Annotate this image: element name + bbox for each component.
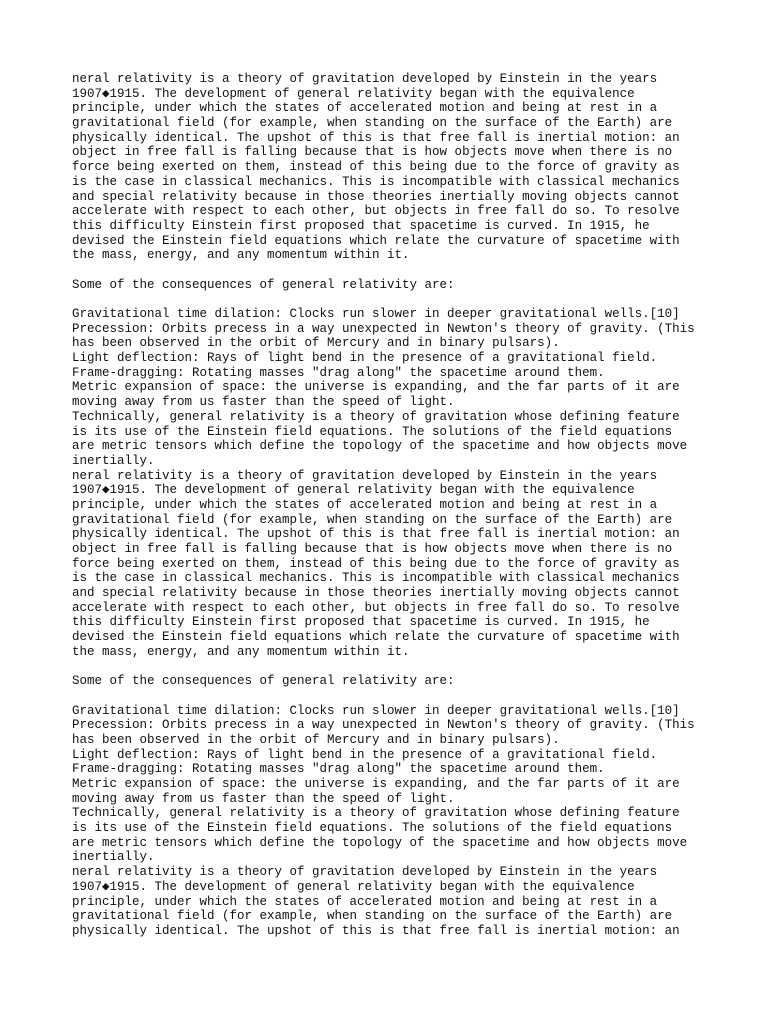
- text-line: Frame-dragging: Rotating masses "drag along" the spacetime around them.: [72, 365, 605, 380]
- text-line: force being exerted on them, instead of this being due to the force of gravity as: [72, 556, 680, 571]
- text-line: inertially.: [72, 850, 155, 865]
- text-line: devised the Einstein field equations which relate the curvature of spacetime with: [72, 233, 680, 248]
- text-line: accelerate with respect to each other, but objects in free fall do so. To resolve: [72, 600, 680, 615]
- text-line: the mass, energy, and any momentum within it.: [72, 644, 410, 659]
- text-line: is its use of the Einstein field equations. The solutions of the field equations: [72, 821, 673, 836]
- text-line: devised the Einstein field equations which relate the curvature of spacetime with: [72, 630, 680, 645]
- text-line: 1907◆1915. The development of general relativity began with the equivalence: [72, 483, 635, 498]
- text-line: physically identical. The upshot of this is that free fall is inertial motion: an: [72, 527, 680, 542]
- text-line: Technically, general relativity is a theory of gravitation whose defining feature: [72, 409, 680, 424]
- text-line: moving away from us faster than the speed of light.: [72, 395, 455, 410]
- blank-line: [72, 689, 712, 704]
- text-line: object in free fall is falling because that is how objects move when there is no: [72, 145, 673, 160]
- text-line: 1907◆1915. The development of general relativity began with the equivalence: [72, 86, 635, 101]
- text-line: physically identical. The upshot of this is that free fall is inertial motion: an: [72, 923, 680, 938]
- text-line: force being exerted on them, instead of this being due to the force of gravity as: [72, 160, 680, 175]
- text-line: gravitational field (for example, when standing on the surface of the Earth) are: [72, 512, 673, 527]
- text-line: Metric expansion of space: the universe is expanding, and the far parts of it are: [72, 380, 680, 395]
- text-line: principle, under which the states of accelerated motion and being at rest in a: [72, 894, 658, 909]
- text-line: has been observed in the orbit of Mercury and in binary pulsars).: [72, 336, 560, 351]
- text-line: Light deflection: Rays of light bend in the presence of a gravitational field.: [72, 351, 658, 366]
- text-line: is its use of the Einstein field equations. The solutions of the field equations: [72, 424, 673, 439]
- text-line: gravitational field (for example, when standing on the surface of the Earth) are: [72, 116, 673, 131]
- text-line: Some of the consequences of general relativity are:: [72, 674, 455, 689]
- document-page: [72, 72, 712, 939]
- blank-line: [72, 660, 712, 675]
- text-line: accelerate with respect to each other, but objects in free fall do so. To resolve: [72, 204, 680, 219]
- text-line: principle, under which the states of accelerated motion and being at rest in a: [72, 101, 658, 116]
- text-line: is the case in classical mechanics. This is incompatible with classical mechanics: [72, 571, 680, 586]
- text-line: Light deflection: Rays of light bend in the presence of a gravitational field.: [72, 747, 658, 762]
- text-line: neral relativity is a theory of gravitation developed by Einstein in the years: [72, 72, 658, 86]
- text-line: principle, under which the states of accelerated motion and being at rest in a: [72, 497, 658, 512]
- text-line: physically identical. The upshot of this is that free fall is inertial motion: an: [72, 130, 680, 145]
- text-line: and special relativity because in those theories inertially moving objects cannot: [72, 586, 680, 601]
- text-line: Some of the consequences of general relativity are:: [72, 277, 455, 292]
- text-line: Metric expansion of space: the universe is expanding, and the far parts of it are: [72, 777, 680, 791]
- text-line: Precession: Orbits precess in a way unexpected in Newton's theory of gravity. (This: [72, 718, 695, 733]
- text-line: and special relativity because in those theories inertially moving objects cannot: [72, 189, 680, 204]
- text-line: this difficulty Einstein first proposed that spacetime is curved. In 1915, he: [72, 218, 650, 233]
- text-line: has been observed in the orbit of Mercury and in binary pulsars).: [72, 732, 560, 747]
- blank-line: [72, 263, 712, 278]
- text-line: are metric tensors which define the topology of the spacetime and how objects move: [72, 439, 688, 454]
- text-line: this difficulty Einstein first proposed that spacetime is curved. In 1915, he: [72, 615, 650, 630]
- text-line: are metric tensors which define the topology of the spacetime and how objects move: [72, 835, 688, 850]
- text-line: inertially.: [72, 453, 155, 468]
- text-line: Precession: Orbits precess in a way unexpected in Newton's theory of gravity. (This: [72, 321, 695, 336]
- text-line: Gravitational time dilation: Clocks run slower in deeper gravitational wells.[10]: [72, 703, 680, 718]
- blank-line: [72, 292, 712, 307]
- text-line: is the case in classical mechanics. This is incompatible with classical mechanics: [72, 174, 680, 189]
- text-line: Gravitational time dilation: Clocks run slower in deeper gravitational wells.[10]: [72, 307, 680, 321]
- text-line: gravitational field (for example, when standing on the surface of the Earth) are: [72, 909, 673, 924]
- text-line: neral relativity is a theory of gravitation developed by Einstein in the years: [72, 865, 658, 880]
- text-line: the mass, energy, and any momentum within it.: [72, 248, 410, 263]
- text-line: moving away from us faster than the speed of light.: [72, 791, 455, 806]
- text-line: object in free fall is falling because that is how objects move when there is no: [72, 542, 673, 556]
- text-line: Frame-dragging: Rotating masses "drag along" the spacetime around them.: [72, 762, 605, 777]
- text-line: Technically, general relativity is a theory of gravitation whose defining feature: [72, 806, 680, 821]
- text-line: neral relativity is a theory of gravitation developed by Einstein in the years: [72, 468, 658, 483]
- text-line: 1907◆1915. The development of general relativity began with the equivalence: [72, 879, 635, 894]
